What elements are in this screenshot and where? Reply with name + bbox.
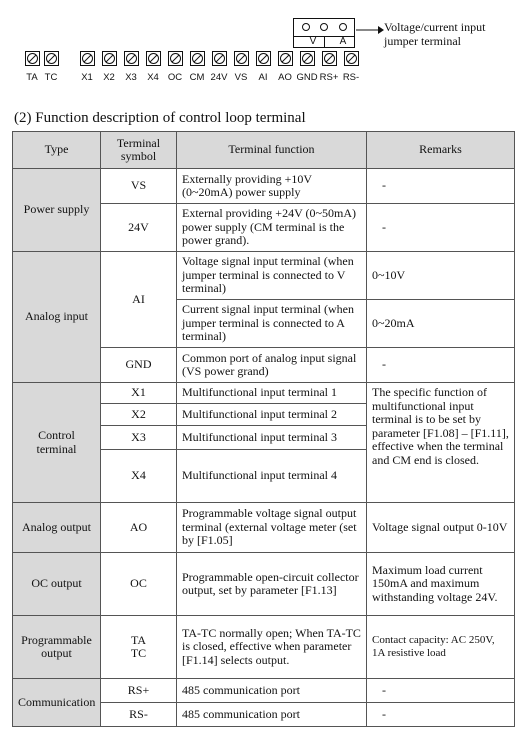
terminal-label: TC <box>44 72 58 83</box>
function-ao: Programmable voltage signal output terminal (external voltage meter (set by [F1.05] <box>177 503 367 553</box>
remarks-ao: Voltage signal output 0-10V <box>367 503 515 553</box>
terminal-label: CM <box>189 72 205 83</box>
terminal-screw-icon <box>212 51 227 66</box>
function-ai-current: Current signal input terminal (when jumper terminal is connected to A terminal) <box>177 300 367 348</box>
symbol-gnd: GND <box>101 348 177 383</box>
terminal-screw-icon <box>344 51 359 66</box>
terminal-screw-icon <box>234 51 249 66</box>
jumper-pin-1 <box>302 23 310 31</box>
terminal-label: AI <box>258 72 268 83</box>
type-programmable-output: Programmable output <box>13 616 101 679</box>
terminal-screw-icon <box>168 51 183 66</box>
remarks-rs-minus: - <box>367 703 515 727</box>
function-gnd: Common port of analog input signal (VS power grand) <box>177 348 367 383</box>
table-row <box>13 503 515 553</box>
symbol-vs: VS <box>101 169 177 204</box>
terminal-strip-diagram <box>0 0 526 92</box>
function-ta-tc: TA-TC normally open; When TA-TC is closed, effective when parameter [F1.14] selects output. <box>177 616 367 679</box>
terminal-label: X2 <box>103 72 115 83</box>
jumper-a-label: A <box>339 36 347 47</box>
jumper-pin-3 <box>339 23 347 31</box>
type-power-supply: Power supply <box>13 169 101 252</box>
function-rs-plus: 485 communication port <box>177 679 367 703</box>
function-ai-voltage: Voltage signal input terminal (when jumper terminal is connected to V terminal) <box>177 252 367 300</box>
jumper-pin-2 <box>320 23 328 31</box>
table-header-row <box>13 132 515 169</box>
header-function: Terminal function <box>177 132 367 169</box>
symbol-ta-tc: TA TC <box>101 616 177 679</box>
symbol-x4: X4 <box>101 450 177 503</box>
symbol-x1: X1 <box>101 383 177 404</box>
function-x3: Multifunctional input terminal 3 <box>177 426 367 450</box>
terminal-label: GND <box>296 72 318 83</box>
table-row <box>13 252 515 300</box>
symbol-x2: X2 <box>101 404 177 426</box>
terminal-label: TA <box>26 72 38 83</box>
table-row <box>13 616 515 679</box>
terminal-screw-icon <box>124 51 139 66</box>
arrow-icon <box>356 25 384 35</box>
remarks-ta-tc: Contact capacity: AC 250V, 1A resistive load <box>367 616 515 679</box>
remarks-ai-current: 0~20mA <box>367 300 515 348</box>
header-type: Type <box>13 132 101 169</box>
table-row <box>13 679 515 703</box>
jumper-terminal <box>293 18 355 48</box>
terminal-screw-icon <box>146 51 161 66</box>
terminal-label: RS+ <box>319 72 339 83</box>
terminal-screw-icon <box>44 51 59 66</box>
symbol-oc: OC <box>101 553 177 616</box>
terminal-label: OC <box>167 72 183 83</box>
function-x1: Multifunctional input terminal 1 <box>177 383 367 404</box>
remarks-24v: - <box>367 204 515 252</box>
remarks-vs: - <box>367 169 515 204</box>
function-oc: Programmable open-circuit collector output, set by parameter [F1.13] <box>177 553 367 616</box>
section-title: (2) Function description of control loop terminal <box>14 110 306 126</box>
terminal-label: X1 <box>81 72 93 83</box>
terminal-label: RS- <box>342 72 360 83</box>
type-analog-output: Analog output <box>13 503 101 553</box>
terminal-screw-icon <box>300 51 315 66</box>
remarks-rs-plus: - <box>367 679 515 703</box>
remarks-gnd: - <box>367 348 515 383</box>
type-control-terminal: Control terminal <box>13 383 101 503</box>
function-24v: External providing +24V (0~50mA) power supply (CM terminal is the power grand). <box>177 204 367 252</box>
symbol-ai: AI <box>101 252 177 348</box>
symbol-ao: AO <box>101 503 177 553</box>
symbol-rs-plus: RS+ <box>101 679 177 703</box>
terminal-label: X3 <box>125 72 137 83</box>
remarks-oc: Maximum load current 150mA and maximum withstanding voltage 24V. <box>367 553 515 616</box>
type-communication: Communication <box>13 679 101 727</box>
symbol-x3: X3 <box>101 426 177 450</box>
terminal-screw-icon <box>190 51 205 66</box>
table-row <box>13 169 515 204</box>
symbol-24v: 24V <box>101 204 177 252</box>
type-oc-output: OC output <box>13 553 101 616</box>
jumper-v-label: V <box>309 36 317 47</box>
function-x4: Multifunctional input terminal 4 <box>177 450 367 503</box>
function-x2: Multifunctional input terminal 2 <box>177 404 367 426</box>
remarks-x-terminals: The specific function of multifunctional input terminal is to be set by parameter [F1.08] – [F1.11], effective when the terminal and CM end is closed. <box>367 383 515 503</box>
terminal-screw-icon <box>102 51 117 66</box>
header-symbol: Terminal symbol <box>101 132 177 169</box>
jumper-terminal-caption: Voltage/current input jumper terminal <box>384 20 486 48</box>
terminal-label: X4 <box>147 72 159 83</box>
remarks-ai-voltage: 0~10V <box>367 252 515 300</box>
control-terminal-table <box>12 131 515 727</box>
terminal-label: AO <box>278 72 292 83</box>
type-analog-input: Analog input <box>13 252 101 383</box>
terminal-screw-icon <box>25 51 40 66</box>
symbol-rs-minus: RS- <box>101 703 177 727</box>
terminal-screw-icon <box>278 51 293 66</box>
terminal-screw-icon <box>80 51 95 66</box>
terminal-screw-icon <box>322 51 337 66</box>
terminal-label: 24V <box>210 72 228 83</box>
terminal-label: VS <box>234 72 248 83</box>
table-row <box>13 383 515 404</box>
terminal-screw-icon <box>256 51 271 66</box>
table-row <box>13 553 515 616</box>
function-rs-minus: 485 communication port <box>177 703 367 727</box>
header-remarks: Remarks <box>367 132 515 169</box>
function-vs: Externally providing +10V (0~20mA) power supply <box>177 169 367 204</box>
